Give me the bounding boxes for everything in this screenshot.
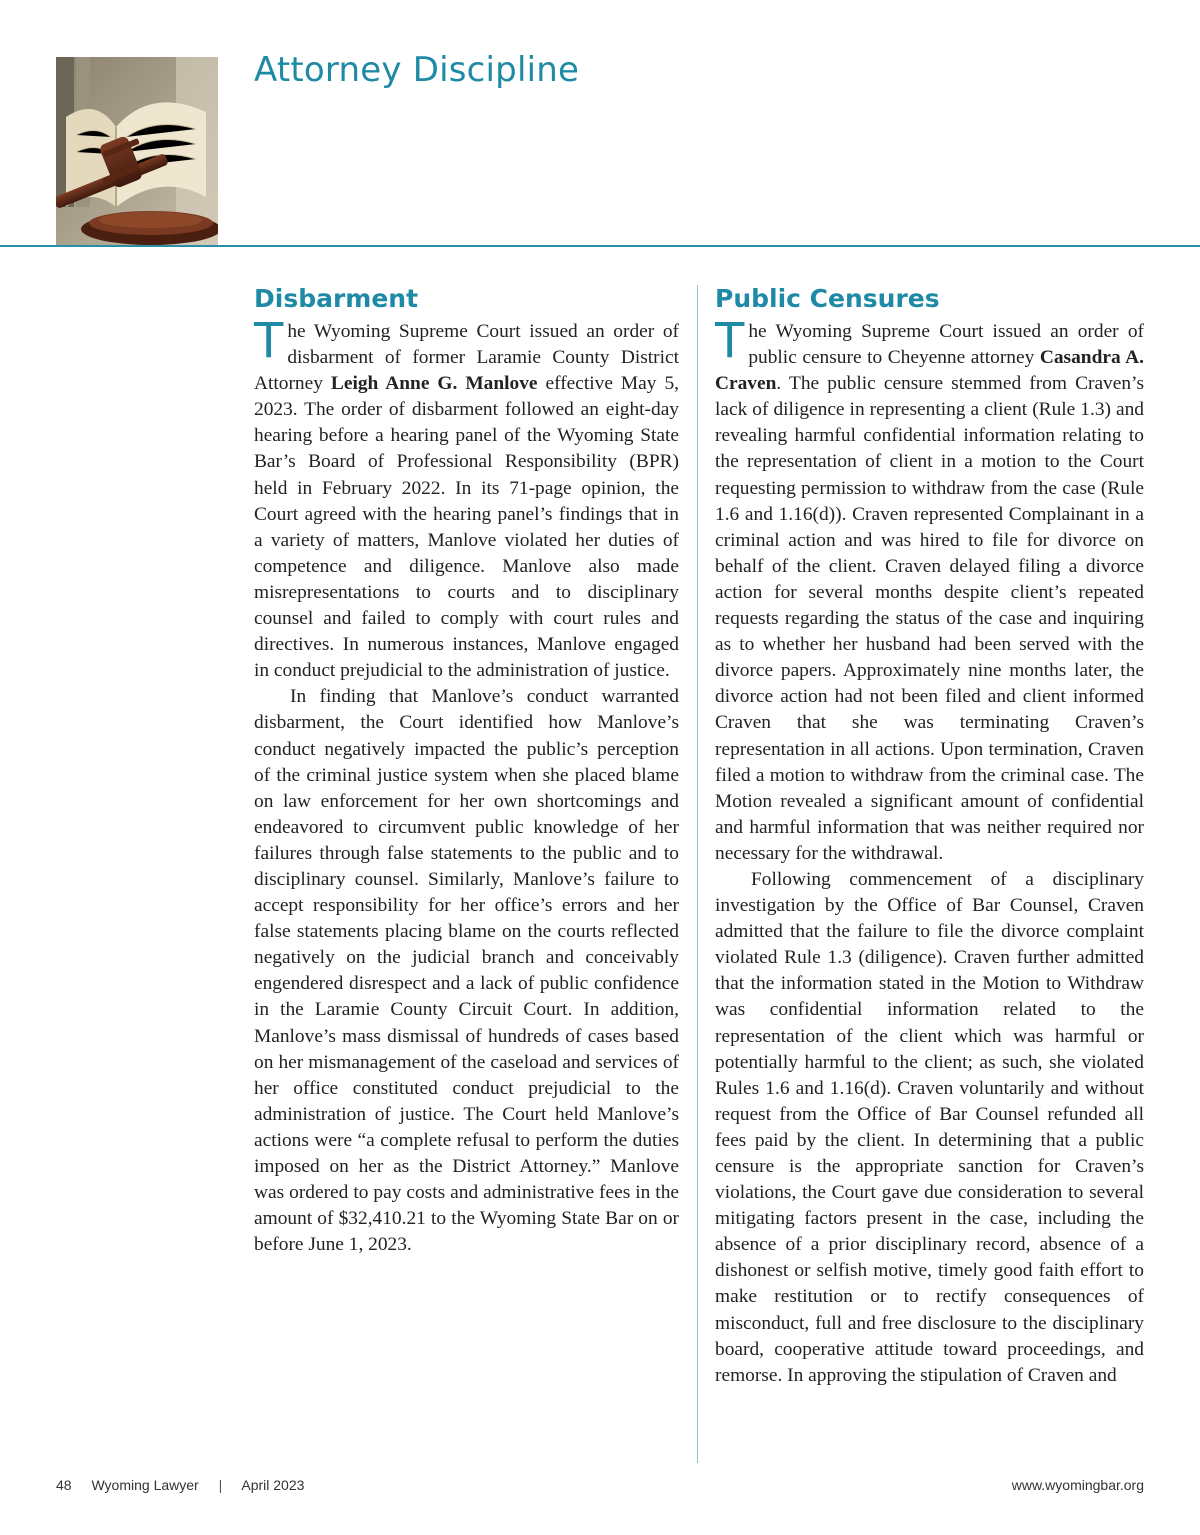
issue-date: April 2023 [241,1477,305,1493]
gavel-and-books-image [56,57,218,245]
page-number: 48 [56,1477,72,1493]
section-heading-disbarment: Disbarment [254,284,419,313]
paragraph-text: . The public censure stemmed from Craven’s lack of diligence in representing a client (Rule 1.3) and revealing harmful confidential information relating to the representation of client in a motion to the Court requesting permission to withdraw from the case (Rule 1.6 and 1.16(d)). Craven represented Complainant in a criminal action and was hired to file for divorce on behalf of the client. Craven delayed filing a divorce action for several months despite client’s repeated requests regarding the status of the case and inquiring as to whether her husband had been served with the divorce papers. Approximately nine months later, the divorce action had not been filed and client informed Craven that she was terminating Craven’s representation in all actions. Upon termination, Craven filed a motion to withdraw from the criminal case. The Motion revealed a significant amount of confidential and harmful information that was neither required nor necessary for the withdrawal. [715,373,1144,864]
article-paragraph: In finding that Manlove’s conduct warranted disbarment, the Court identified how Manlove’s conduct negatively impacted the public’s perception of the criminal justice system when she placed blame on law enforcement for her own shortcomings and endeavored to circumvent public knowledge of her failures through false statements to the public and to disciplinary counsel. Similarly, Manlove’s failure to accept responsibility for her office’s errors and her false statements placing blame on the courts reflected negatively on the judicial branch and conceivably engendered disrespect and a lack of public confidence in the Laramie County Circuit Court. In addition, Manlove’s mass dismissal of hundreds of cases based on her mismanagement of the caseload and services of her office constituted conduct prejudicial to the administration of justice. The Court held Manlove’s actions were “a complete refusal to perform the duties imposed on her as the District Attorney.” Manlove was ordered to pay costs and administrative fees in the amount of $32,410.21 to the Wyoming State Bar on or before June 1, 2023. [254,686,679,1256]
article-paragraph [254,313,680,684]
article-paragraph: Following commencement of a disciplinary investigation by the Office of Bar Counsel, Craven admitted that the failure to file the divorce complaint violated Rule 1.3 (diligence). Craven further admitted that the information stated in the Motion to Withdraw was confidential information related to the representation of the client which was harmful or potentially harmful to the client; as such, she violated Rules 1.6 and 1.16(d). Craven voluntarily and without request from the Office of Bar Counsel refunded all fees paid by the client. In determining that a public censure is the appropriate sanction for Craven’s violations, the Court gave due consideration to several mitigating factors present in the case, including the absence of a prior disciplinary record, absence of a dishonest or selfish motive, timely good faith effort to make restitution or to rectify consequences of misconduct, full and free disclosure to the disciplinary board, cooperative attitude toward proceedings, and remorse. In approving the stipulation of Craven and [715,868,1144,1386]
gavel-photo [56,57,218,245]
attorney-name: Casandra A. Craven [715,347,1144,395]
header-divider [0,245,1200,247]
article-paragraph [715,313,1144,867]
column-divider [697,285,698,1463]
website-url: www.wyomingbar.org [1011,1477,1144,1493]
drop-cap: T [715,313,745,369]
footer-separator: | [218,1477,223,1493]
disbarment-section [254,283,679,1258]
publication-name: Wyoming Lawyer [91,1477,199,1493]
section-heading-public-censures: Public Censures [715,284,940,313]
drop-cap: T [254,313,284,369]
paragraph-text: he Wyoming Supreme Court issued an order of public censure to Cheyenne attorney [748,321,1144,369]
page-footer [56,1477,1144,1497]
attorney-name: Leigh Anne G. Manlove [330,373,538,395]
paragraph-text: effective May 5, 2023. The order of disbarment followed an eight-day hearing before a hearing panel of the Wyoming State Bar’s Board of Professional Responsibility (BPR) held in February 2022. In its 71-page opinion, the Court agreed with the hearing panel’s findings that in a variety of matters, Manlove violated her duties of competence and diligence. Manlove also made misrepresentations to courts and to disciplinary counsel and failed to comply with court rules and directives. In numerous instances, Manlove engaged in conduct prejudicial to the administration of justice. [254,373,680,682]
page-title: Attorney Discipline [254,50,580,90]
footer-publication-info [56,1477,320,1493]
public-censures-section [715,283,1144,1389]
paragraph-text: he Wyoming Supreme Court issued an order of disbarment of former Laramie County District Attorney [254,321,679,395]
